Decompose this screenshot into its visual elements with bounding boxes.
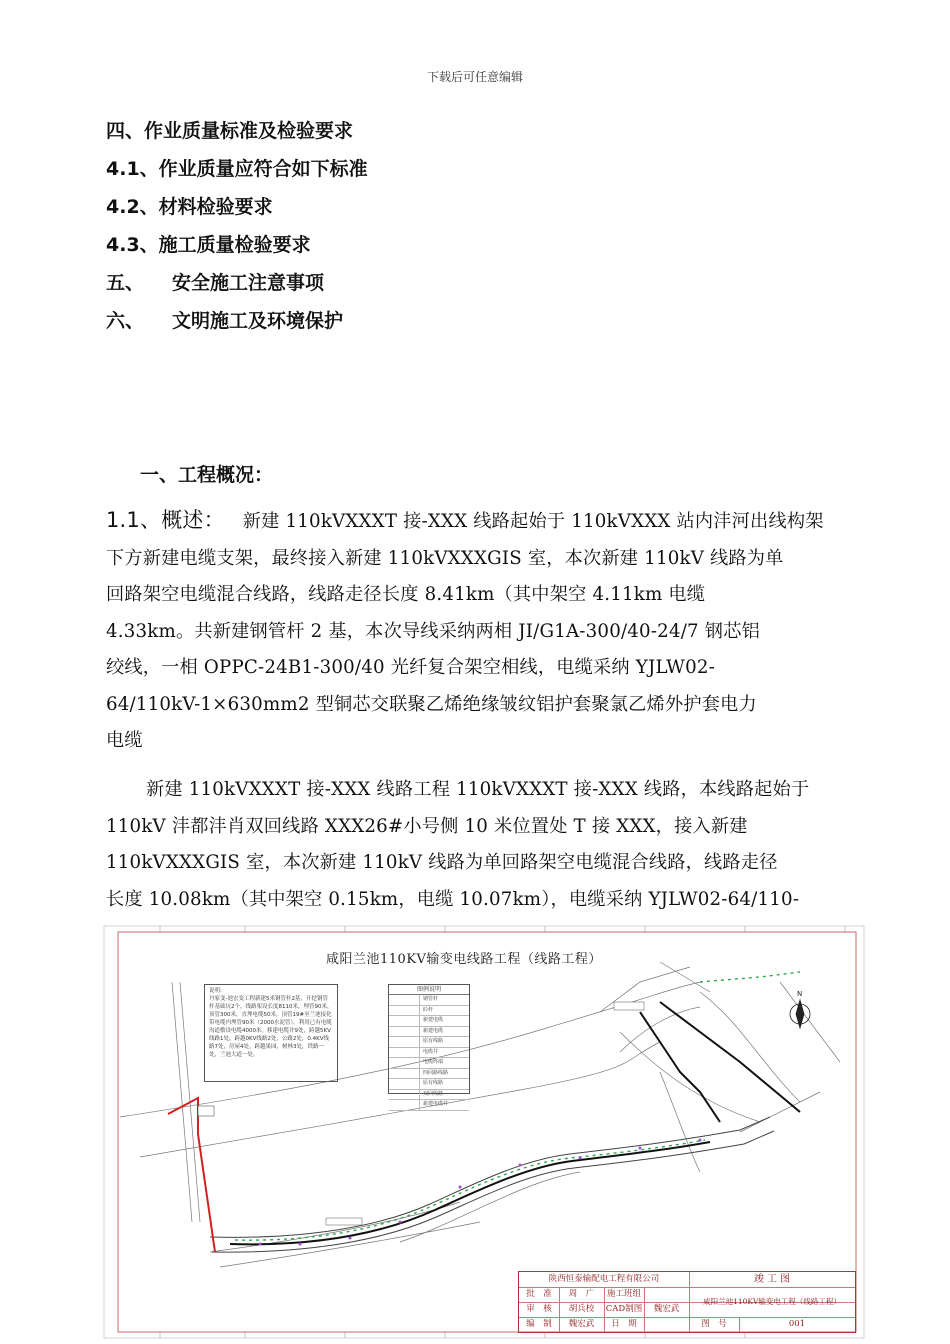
route-drawing (100, 922, 866, 1340)
legend-title: 图例说明 (389, 985, 469, 995)
legend-row: 砼杆 (389, 1006, 469, 1017)
tb-value: 胡兵校 (559, 1302, 605, 1317)
project-name: 咸阳兰池110KV输变电工程（线路工程） (703, 1297, 841, 1306)
tb-value: 魏宏武 (559, 1317, 605, 1332)
drawing-no-label: 图 号 (689, 1317, 740, 1332)
para-line: 1.1、概述： 新建 110kVXXXT 接-XXX 线路起始于 110kVXXX 站内沣河出线构架 (106, 508, 824, 532)
para-line: 64/110kV-1×630mm2 型铜芯交联聚乙烯绝缘皱纹铝护套聚氯乙烯外护套电力 (106, 693, 757, 715)
toc-item: 四、作业质量标准及检验要求 (106, 120, 354, 142)
project-paragraph (106, 772, 862, 918)
tb-label: 编 制 (519, 1317, 560, 1332)
tb-value (644, 1317, 690, 1332)
toc-item: 4.2、材料检验要求 (106, 196, 273, 218)
tb-label: 审 核 (519, 1302, 560, 1317)
legend-row: 原有线路 (389, 1037, 469, 1048)
para-line: 新建 110kVXXXT 接-XXX 线路工程 110kVXXXT 接-XXX 线路，本线路起始于 (146, 779, 810, 800)
legend-row: 新建电缆井 (389, 1100, 469, 1111)
title-block (518, 1271, 856, 1333)
toc-item: 4.1、作业质量应符合如下标准 (106, 158, 368, 180)
tb-value (644, 1287, 690, 1302)
para-lead: 1.1、概述： (106, 508, 225, 532)
header-note: 下载后可任意编辑 (426, 70, 523, 84)
para-line: 110kV 沣都沣肖双回线路 XXX26#小号侧 10 米位置处 T 接 XXX，接入新建 (106, 815, 748, 837)
drawing-legend (388, 984, 470, 1107)
legend-row: 新建电缆 (389, 1016, 469, 1027)
para-line: 4.33km。共新建钢管杆 2 基，本次导线采纳两相 JI/G1A-300/40-24/7 钢芯铝 (106, 620, 760, 642)
para-line: 110kVXXXGIS 室，本次新建 110kV 线路为单回路架空电缆混合线路，线路走径 (106, 852, 778, 873)
north-label: N (797, 990, 803, 998)
table-of-contents (106, 112, 368, 340)
purple-markers (259, 1139, 702, 1246)
map-label-box (614, 1002, 644, 1010)
substation-box (198, 1106, 214, 1116)
tb-label: CAD制图 (604, 1302, 645, 1317)
toc-item: 六、 文明施工及环境保护 (106, 310, 344, 332)
para-line: 电缆 (106, 730, 143, 751)
overview-paragraph (106, 502, 862, 760)
legend-row: 新建电缆 (389, 1027, 469, 1038)
legend-row: 双回线路 (389, 1090, 469, 1101)
para-line: 绞线，一相 OPPC-24B1-300/40 光纤复合架空相线，电缆采纳 YJLW02- (106, 657, 715, 678)
tb-value: 周 广 (559, 1287, 605, 1302)
para-line: 回路架空电缆混合线路，线路走径长度 8.41km（其中架空 4.11km 电缆 (106, 584, 706, 605)
tb-label: 日 期 (604, 1317, 645, 1332)
drawing-no: 001 (788, 1319, 806, 1329)
tb-value: 魏宏武 (644, 1302, 690, 1317)
legend-row: 四回路线路 (389, 1069, 469, 1080)
legend-row: 原有线路 (389, 1079, 469, 1090)
legend-row: 钢管杆 (389, 995, 469, 1006)
legend-row: 电缆井 (389, 1048, 469, 1059)
para-line: 下方新建电缆支架，最终接入新建 110kVXXXGIS 室，本次新建 110kV 线路为单 (106, 547, 784, 569)
para-line: 长度 10.08km（其中架空 0.15km，电缆 10.07km），电缆采纳 YJLW02-64/110- (106, 888, 800, 910)
map-label-box (326, 1218, 362, 1225)
legend-row: 电缆终端 (389, 1058, 469, 1069)
toc-item: 4.3、施工质量检验要求 (106, 234, 311, 256)
toc-item: 五、 安全施工注意事项 (106, 272, 325, 294)
company-name: 陕西恒泰输配电工程有限公司 (519, 1272, 690, 1287)
tb-label: 批 准 (519, 1287, 560, 1302)
drawing-notes (204, 984, 338, 1082)
drawing-title: 咸阳兰池110KV输变电线路工程（线路工程） (326, 952, 602, 967)
notes-text: 丹家变-池宏变工程新建5米钢管杆2基，开挖钢管杆基础坑2个，线路架设长度8110米，埋管90米，顶管300米，直埋电缆50米，顶管19#至兰池接化带电缆内埋管90米（2000水泥管）。利用已有电缆沟道敷设电缆4000米。移建电缆井9处，跨越5KV线路1处，跨越0KV线路2处，公路2处，0.4KV线路7处，房屋4处，跨越果园，树林3处，铁路一处，兰池大道一处。 (209, 996, 333, 1058)
tb-label: 施工班组 (604, 1287, 645, 1302)
north-arrow (790, 1000, 810, 1028)
section-title: 一、工程概况： (140, 464, 274, 486)
notes-title: 说明: (209, 988, 222, 994)
as-built-stamp: 竣 工 图 (753, 1274, 791, 1285)
